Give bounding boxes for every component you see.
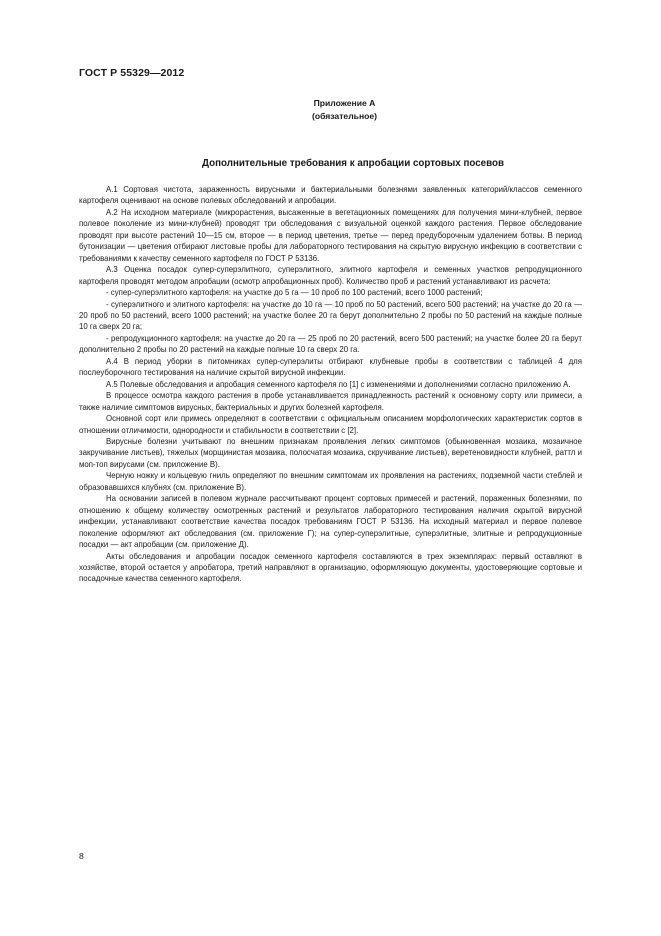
- paragraph: В процессе осмотра каждого растения в пробе устанавливается принадлежность растений к основному сорту или примеси, а также наличие симптомов вирусных, бактериальных и других болезней картофеля.: [79, 391, 582, 412]
- standard-code: ГОСТ Р 55329—2012: [79, 67, 185, 79]
- appendix-status: (обязательное): [311, 111, 378, 121]
- paragraph: А.2 На исходном материале (микрорастения, высаженные в вегетационных помещениях для получения мини-клубней, первое полевое поколение из мини-клубней) проводят три обследования с визуальной оценкой каждого растения. Первое обследование проводят при высоте растений 10—15 см, второе — в период цветения, третье — перед предуборочным удалением ботвы. В период бутонизации — цветения отбирают листовые пробы для лабораторного тестирования на скрытую вирусную инфекцию в соответствии с требованиями к качеству семенного картофеля по ГОСТ Р 53136.: [79, 207, 582, 263]
- paragraph: - суперэлитного и элитного картофеля: на участке до 10 га — 10 проб по 50 растений, всего 500 растений; на участке до 20 га — 20 проб по 50 растений, всего 1000 растений; на участке более 20 га берут дополнительно 2 пробы по 50 растений на каждые полные 10 га сверх 20 га;: [79, 299, 582, 332]
- paragraph: А.3 Оценка посадок супер-суперэлитного, суперэлитного, элитного картофеля и семенных участков репродукционного картофеля проводят методом апробации (осмотр апробационных проб). Количество проб и растений устанавливают из расчета:: [79, 265, 582, 286]
- paragraph: А.1 Сортовая чистота, зараженность вирусными и бактериальными болезнями заявленных категорий/классов семенного картофеля оценивают на основе полевых обследований и апробации.: [79, 185, 582, 206]
- section-title: Дополнительные требования к апробации сортовых посевов: [201, 158, 505, 169]
- page-number: 8: [79, 851, 84, 861]
- paragraph: На основании записей в полевом журнале рассчитывают процент сортовых примесей и растений, пораженных болезнями, по отношению к общему количеству осмотренных растений и результатов лабораторного тестирования наличия скрытой вирусной инфекции, устанавливают соответствие качества посадок требованиям ГОСТ Р 53136. На исходный материал и первое полевое поколение оформляют акт обследования (см. приложение Г); на супер-суперэлитные, суперэлитные, элитные и репродукционные посадки — акт апробации (см. приложение Д).: [79, 494, 582, 550]
- paragraph: - супер-суперэлитного картофеля: на участке до 5 га — 10 проб по 100 растений, всего 1000 растений;: [106, 288, 483, 298]
- appendix-heading: [0, 97, 661, 123]
- appendix-title: Приложение А: [313, 98, 376, 108]
- paragraph: А.4 В период уборки в питомниках супер-суперэлиты отбирают клубневые пробы в соответствии с таблицей 4 для послеуборочного тестирования на наличие скрытой вирусной инфекции.: [79, 356, 582, 378]
- section-title-wrapper: [0, 158, 661, 169]
- paragraph: Вирусные болезни учитывают по внешним признакам проявления легких симптомов (обыкновенная мозаика, мозаичное закручивание листьев), тяжелых (морщинистая мозаика, полосчатая мозаика, скручивание листьев), веретеновидности клубней, раттл и моп-топ вирусами (см. приложение В).: [79, 436, 582, 469]
- paragraph: А.5 Полевые обследования и апробация семенного картофеля по [1] с изменениями и дополнениями согласно приложению А.: [106, 379, 571, 389]
- body-text: [79, 184, 582, 585]
- paragraph: - репродукционного картофеля: на участке до 20 га — 25 проб по 20 растений, всего 500 растений; на участке более 20 га берут дополнительно 2 пробы по 20 растений на каждые полные 10 га сверх 20 га.: [79, 333, 582, 355]
- paragraph: Акты обследования и апробации посадок семенного картофеля составляются в трех экземплярах: первый оставляют в хозяйстве, второй остается у апробатора, третий направляют в организацию, оформляющую документы, удостоверяющие сортовые и посадочные качества семенного картофеля.: [79, 551, 582, 584]
- paragraph: Черную ножку и кольцевую гниль определяют по внешним симптомам их проявления на растениях, подземной части стеблей и образовавшихся клубнях (см. приложение В).: [79, 471, 582, 492]
- paragraph: Основной сорт или примесь определяют в соответствии с официальным описанием морфологических характеристик сортов в отношении отличимости, однородности и стабильности в соответствии с [2].: [79, 414, 582, 435]
